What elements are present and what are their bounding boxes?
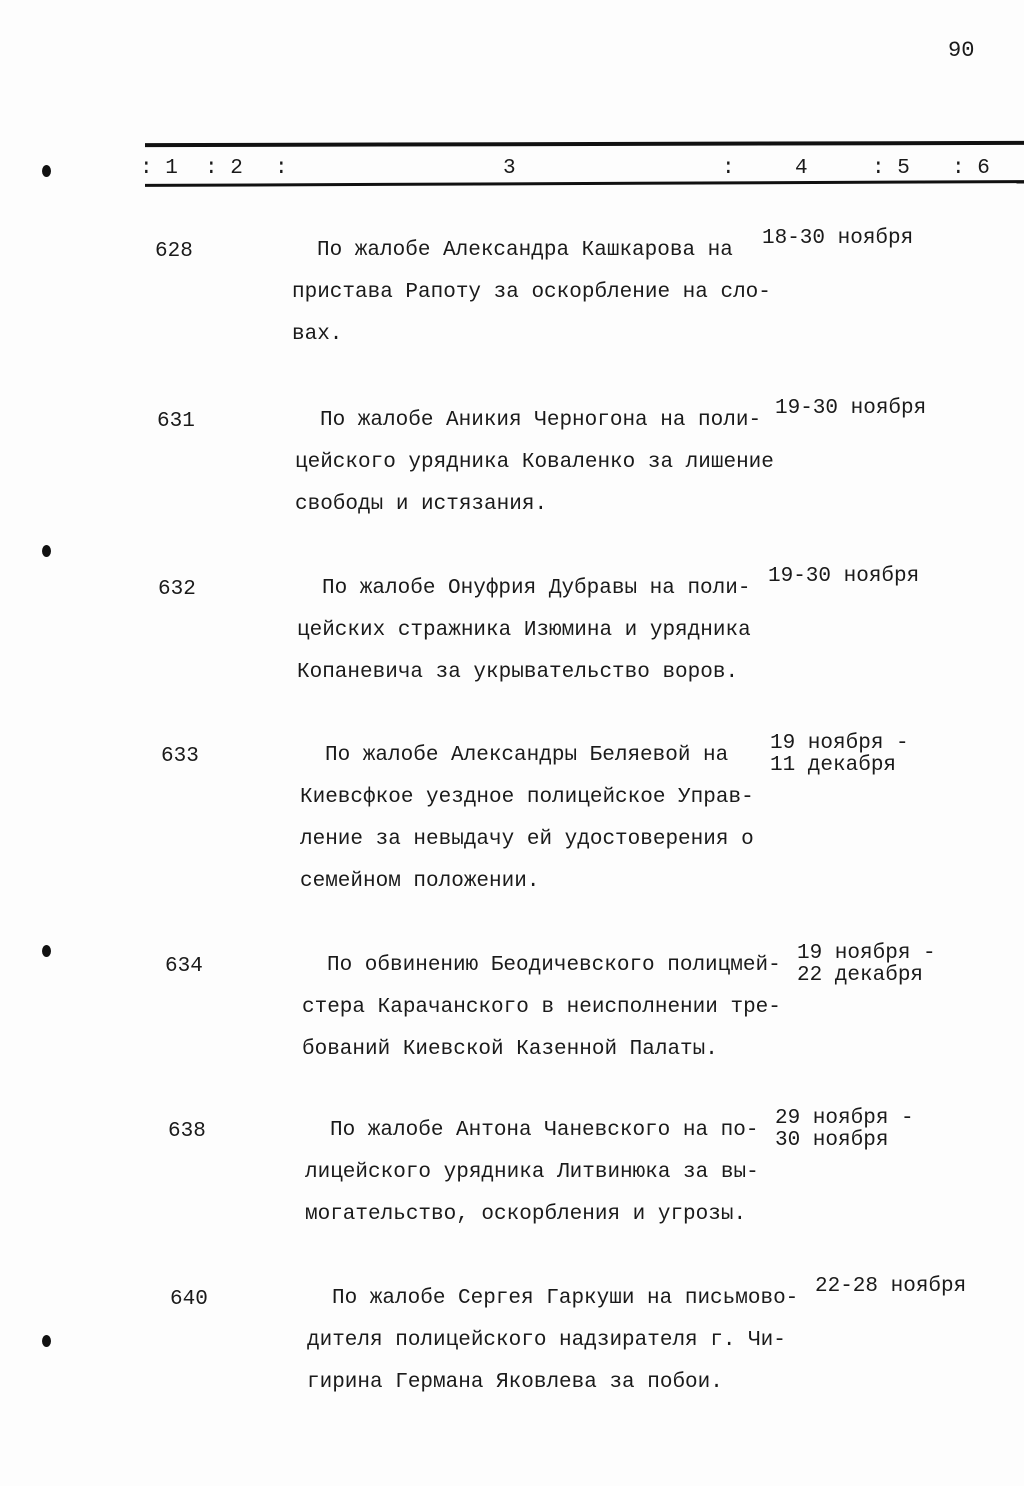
date-line: 19-30 ноября bbox=[775, 397, 927, 420]
punch-hole-mark bbox=[42, 1335, 51, 1347]
date-line: 19-30 ноября bbox=[768, 565, 920, 588]
entry-date bbox=[775, 1108, 914, 1152]
entry-number: 634 bbox=[165, 955, 203, 978]
description-line: вах. bbox=[292, 323, 343, 346]
description-line: По жалобе Антона Чаневского на по- bbox=[330, 1119, 759, 1142]
column-separator: : bbox=[275, 157, 288, 180]
punch-hole-mark bbox=[42, 545, 51, 557]
header-bottom-rule bbox=[145, 180, 1024, 187]
entry-description bbox=[307, 1278, 799, 1404]
description-line: По жалобе Аникия Черногона на поли- bbox=[320, 409, 762, 432]
description-line: стера Карачанского в неисполнении тре- bbox=[302, 996, 781, 1019]
date-line: 22 декабря bbox=[797, 964, 924, 987]
entry-date bbox=[770, 733, 909, 777]
column-header-1: : 1 bbox=[140, 157, 178, 180]
description-line: свободы и истязания. bbox=[295, 493, 548, 516]
date-line: 18-30 ноября bbox=[762, 227, 914, 250]
entry-date bbox=[775, 398, 926, 420]
date-line: 19 ноября - bbox=[770, 732, 909, 755]
date-line: 22-28 ноября bbox=[815, 1275, 967, 1298]
description-line: бований Киевской Казенной Палаты. bbox=[302, 1038, 718, 1061]
entry-number: 633 bbox=[161, 745, 199, 768]
description-line: дителя полицейского надзирателя г. Чи- bbox=[307, 1329, 786, 1352]
date-line: 29 ноября - bbox=[775, 1107, 914, 1130]
column-header-3: 3 bbox=[503, 157, 516, 180]
entry-description bbox=[305, 1110, 785, 1236]
description-line: семейном положении. bbox=[300, 870, 540, 893]
entry-number: 632 bbox=[158, 578, 196, 601]
description-line: По жалобе Александры Беляевой на bbox=[325, 744, 729, 767]
entry-description bbox=[295, 400, 775, 526]
description-line: могательство, оскорбления и угрозы. bbox=[305, 1203, 747, 1226]
page-number: 90 bbox=[948, 38, 975, 63]
column-header-5: : 5 bbox=[872, 157, 910, 180]
entry-number: 638 bbox=[168, 1120, 206, 1143]
column-header-2: : 2 bbox=[205, 157, 243, 180]
column-header-4: 4 bbox=[795, 157, 808, 180]
entry-number: 631 bbox=[157, 410, 195, 433]
description-line: ление за невыдачу ей удостоверения о bbox=[300, 828, 754, 851]
description-line: лицейского урядника Литвинюка за вы- bbox=[305, 1161, 759, 1184]
entry-description bbox=[302, 945, 782, 1071]
description-line: цейского урядника Коваленко за лишение bbox=[295, 451, 774, 474]
column-separator: : bbox=[722, 157, 735, 180]
entry-date bbox=[762, 228, 913, 250]
entry-date bbox=[797, 943, 936, 987]
description-line: По жалобе Онуфрия Дубравы на поли- bbox=[322, 577, 751, 600]
entry-number: 640 bbox=[170, 1288, 208, 1311]
description-line: пристава Рапоту за оскорбление на сло- bbox=[292, 281, 771, 304]
punch-hole-mark bbox=[42, 945, 51, 957]
header-top-rule bbox=[145, 141, 1024, 147]
description-line: гирина Германа Яковлева за побои. bbox=[307, 1371, 723, 1394]
entry-description bbox=[292, 230, 772, 356]
column-header-6: : 6 bbox=[952, 157, 990, 180]
entry-number: 628 bbox=[155, 240, 193, 263]
description-line: цейских стражника Изюмина и урядника bbox=[297, 619, 751, 642]
entry-description bbox=[297, 568, 777, 694]
description-line: По жалобе Сергея Гаркуши на письмово- bbox=[332, 1287, 799, 1310]
punch-hole-mark bbox=[42, 165, 51, 177]
entry-date bbox=[815, 1276, 966, 1298]
entry-description bbox=[300, 735, 780, 903]
description-line: Киевсфкое уездное полицейское Управ- bbox=[300, 786, 754, 809]
date-line: 19 ноября - bbox=[797, 942, 936, 965]
description-line: По жалобе Александра Кашкарова на bbox=[317, 239, 733, 262]
date-line: 11 декабря bbox=[770, 754, 897, 777]
description-line: По обвинению Беодичевского полицмей- bbox=[327, 954, 781, 977]
entry-date bbox=[768, 566, 919, 588]
description-line: Копаневича за укрывательство воров. bbox=[297, 661, 739, 684]
date-line: 30 ноября bbox=[775, 1129, 889, 1152]
